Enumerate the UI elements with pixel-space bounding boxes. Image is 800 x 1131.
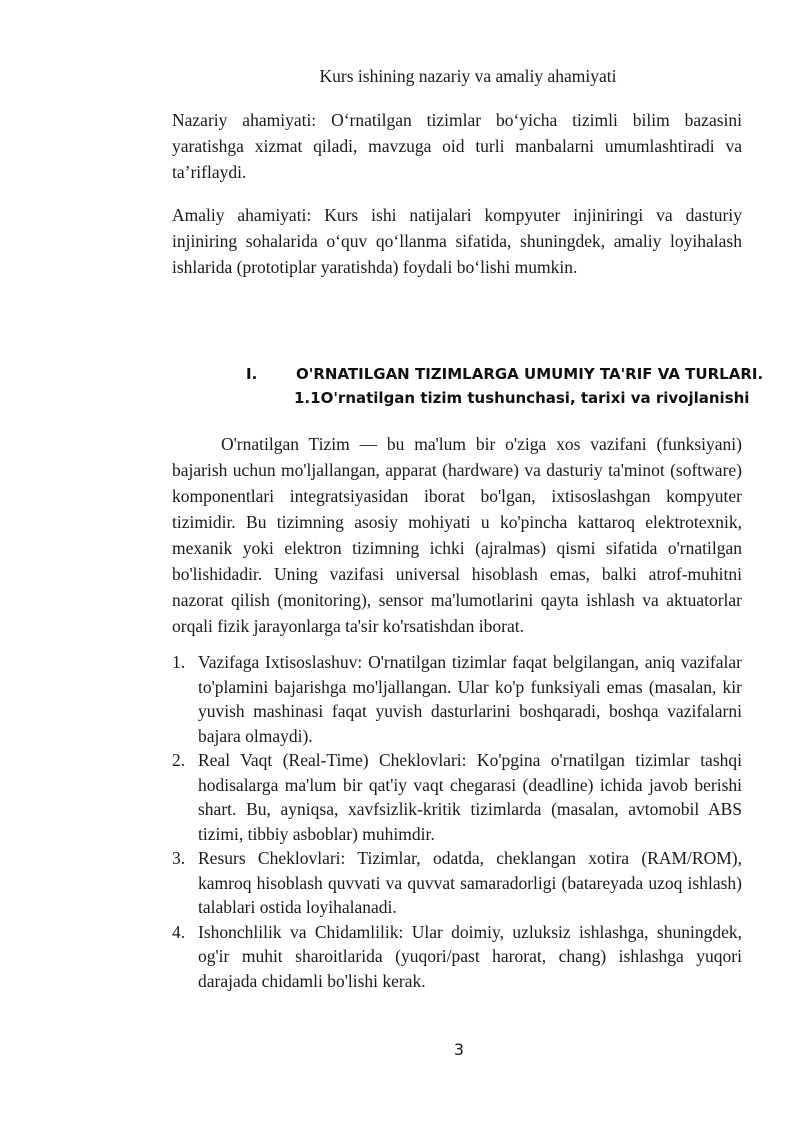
- list-item: [172, 846, 742, 920]
- page-title: Kurs ishining nazariy va amaliy ahamiyati: [319, 66, 617, 86]
- chapter-number: I.: [246, 365, 258, 383]
- section-heading: 1.1O'rnatilgan tizim tushunchasi, tarixi va rivojlanishi: [294, 389, 750, 407]
- list-item: [172, 748, 742, 846]
- definition-paragraph: O'rnatilgan Tizim — bu ma'lum bir o'ziga xos vazifani (funksiyani) bajarish uchun mo'ljallangan, apparat (hardware) va dasturiy ta'minot (software) komponentlari integratsiyasidan iborat bo'lgan, ixtisoslashgan kompyuter tizimidir. Bu tizimning asosiy mohiyati u ko'pincha kattaroq elektrotexnik, mexanik yoki elektron tizimning ichki (ajralmas) qismi sifatida o'rnatilgan bo'lishidadir. Uning vazifasi universal hisoblash emas, balki atrof-muhitni nazorat qilish (monitoring), sensor ma'lumotlarini qayta ishlash va aktuatorlar orqali fizik jarayonlarga ta'sir ko'rsatishdan iborat.: [172, 434, 742, 636]
- list-item: [172, 650, 742, 748]
- list-item-text: Vazifaga Ixtisoslashuv: O'rnatilgan tizimlar faqat belgilangan, aniq vazifalar to'plamini bajarishga mo'ljallangan. Ular ko'p funksiyali emas (masalan, kir yuvish mashinasi faqat yuvish dasturlarini boshqaradi, boshqa vazifalarni bajara olmaydi).: [198, 652, 742, 746]
- list-item: [172, 920, 742, 994]
- paragraph-nazariy: Nazariy ahamiyati: O‘rnatilgan tizimlar bo‘yicha tizimli bilim bazasini yaratishga xizmat qiladi, mavzuga oid turli manbalarni umumlashtiradi va ta’riflaydi.: [172, 110, 742, 182]
- list-item-number: 3.: [172, 848, 186, 868]
- paragraph-amaliy: Amaliy ahamiyati: Kurs ishi natijalari kompyuter injiniringi va dasturiy injiniring sohalarida o‘quv qo‘llanma sifatida, shuningdek, amaliy loyihalash ishlarida (prototiplar yaratishda) foydali bo‘lishi mumkin.: [172, 205, 742, 277]
- page-number: 3: [453, 1040, 465, 1059]
- chapter-title: O'RNATILGAN TIZIMLARGA UMUMIY TA'RIF VA TURLARI.: [296, 365, 764, 383]
- characteristics-list: [172, 650, 742, 993]
- list-item-text: Resurs Cheklovlari: Tizimlar, odatda, cheklangan xotira (RAM/ROM), kamroq hisoblash quvvati va quvvat samaradorligi (batareyada uzoq ishlash) talablari ostida loyihalanadi.: [198, 848, 742, 917]
- list-item-number: 1.: [172, 652, 186, 672]
- list-item-number: 2.: [172, 750, 186, 770]
- list-item-number: 4.: [172, 921, 186, 942]
- list-item-text: Ishonchlilik va Chidamlilik: Ular doimiy, uzluksiz ishlashga, shuningdek, og'ir muhit sharoitlarida (yuqori/past harorat, chang) ishlashga yuqori darajada chidamli bo'lishi kerak.: [198, 921, 742, 991]
- list-item-text: Real Vaqt (Real-Time) Cheklovlari: Ko'pgina o'rnatilgan tizimlar tashqi hodisalarga ma'lum bir qat'iy vaqt chegarasi (deadline) ichida javob berishi shart. Bu, ayniqsa, xavfsizlik-kritik tizimlarda (masalan, avtomobil ABS tizimi, tibbiy asboblar) muhimdir.: [198, 750, 742, 844]
